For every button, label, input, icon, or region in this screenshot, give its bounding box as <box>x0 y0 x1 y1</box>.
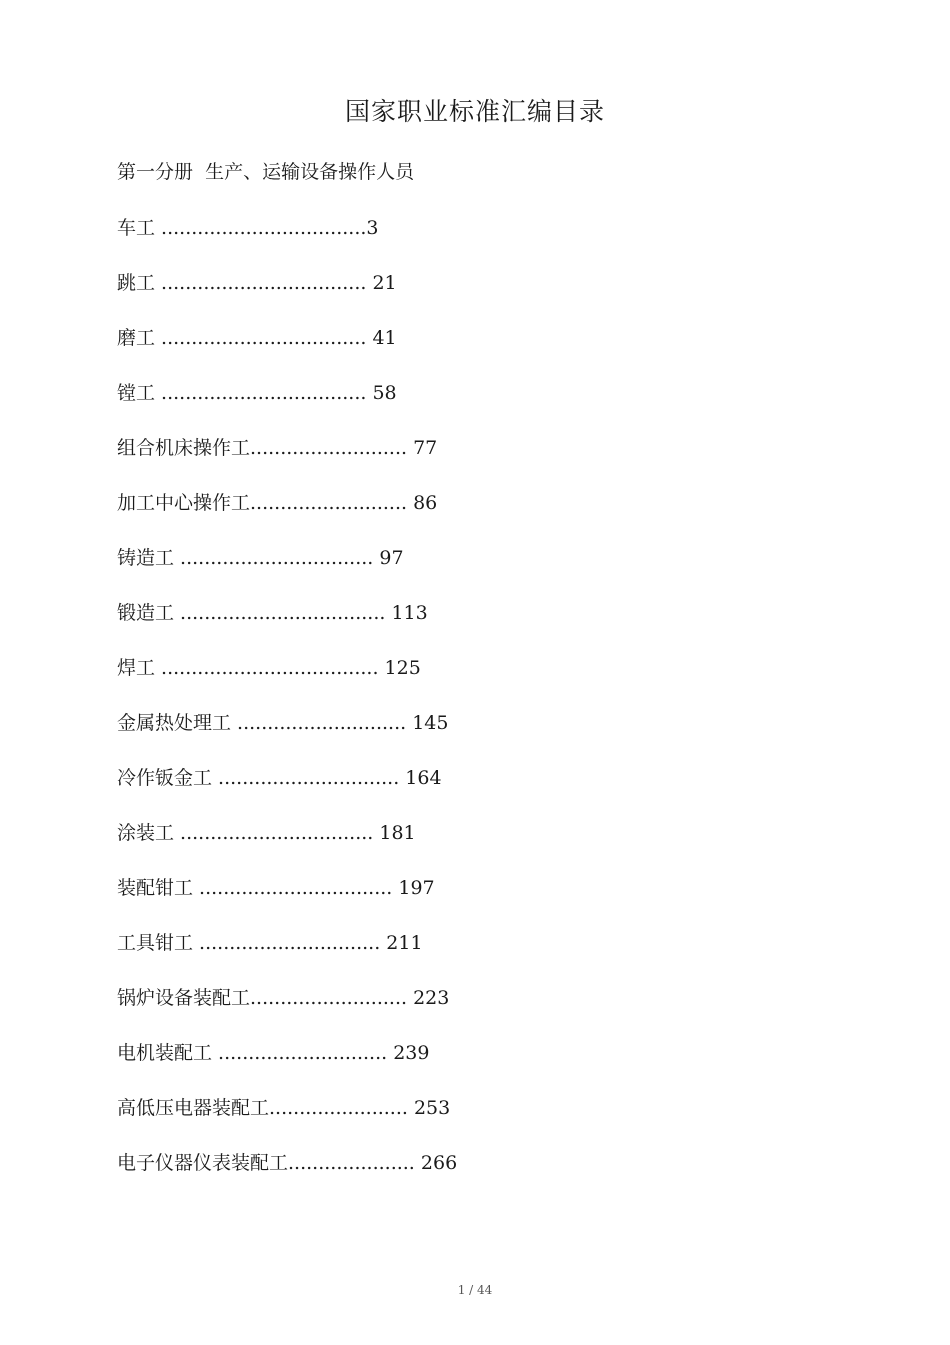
toc-dot-leader: ..................... <box>288 1152 421 1174</box>
toc-entry-name: 焊工 <box>117 657 156 679</box>
toc-dot-leader: ............................ <box>212 1042 394 1064</box>
toc-entry-name: 磨工 <box>117 327 156 349</box>
toc-entry[interactable] <box>117 874 637 929</box>
toc-dot-leader: .................................. <box>174 602 392 624</box>
toc-dot-leader: .......................... <box>250 987 414 1009</box>
toc-dot-leader: .............................. <box>212 767 406 789</box>
toc-page-number: 97 <box>379 547 404 569</box>
toc-entry[interactable] <box>117 709 637 764</box>
toc-dot-leader: .......................... <box>250 492 414 514</box>
toc-page-number: 21 <box>372 272 397 294</box>
toc-entry[interactable] <box>117 489 637 544</box>
toc-entry[interactable] <box>117 819 637 874</box>
toc-entry[interactable] <box>117 764 637 819</box>
toc-page-number: 239 <box>393 1042 430 1064</box>
toc-page-number: 125 <box>384 657 421 679</box>
toc-entry-name: 涂装工 <box>117 822 175 844</box>
toc-entry[interactable] <box>117 269 637 324</box>
toc-entry[interactable] <box>117 434 637 489</box>
toc-entry[interactable] <box>117 929 637 984</box>
toc-page-number: 181 <box>379 822 416 844</box>
toc-dot-leader: ....................... <box>269 1097 414 1119</box>
toc-page-number: 145 <box>412 712 449 734</box>
toc-entry[interactable] <box>117 544 637 599</box>
toc-entry-name: 工具钳工 <box>117 932 194 954</box>
toc-entry[interactable] <box>117 984 637 1039</box>
toc-entry-name: 锅炉设备装配工 <box>117 987 251 1009</box>
toc-entry-name: 电机装配工 <box>117 1042 213 1064</box>
toc-entry-name: 高低压电器装配工 <box>117 1097 270 1119</box>
toc-entry[interactable] <box>117 1094 637 1149</box>
toc-page-number: 113 <box>391 602 428 624</box>
volume-heading: 第一分册 生产、运输设备操作人员 <box>117 161 415 183</box>
toc-dot-leader: ................................ <box>174 822 380 844</box>
toc-dot-leader: .............................. <box>193 932 387 954</box>
toc-dot-leader: .................................. <box>155 327 373 349</box>
toc-entry-name: 锻造工 <box>117 602 175 624</box>
toc-page-number: 253 <box>413 1097 451 1119</box>
toc-entry-name: 组合机床操作工 <box>117 437 251 459</box>
toc-entry[interactable] <box>117 1039 637 1094</box>
toc-page-number: 58 <box>372 382 397 404</box>
toc-entry[interactable] <box>117 1149 637 1204</box>
toc-page-number: 164 <box>405 767 442 789</box>
toc-entry-name: 装配钳工 <box>117 877 194 899</box>
toc-entry-name: 金属热处理工 <box>117 712 232 734</box>
toc-page-number: 3 <box>366 217 379 239</box>
toc-entry-name: 冷作钣金工 <box>117 767 213 789</box>
toc-page-number: 86 <box>413 492 438 514</box>
toc-dot-leader: .......................... <box>250 437 414 459</box>
toc-page-number: 41 <box>372 327 397 349</box>
table-of-contents <box>117 214 637 1204</box>
toc-entry[interactable] <box>117 214 637 269</box>
toc-dot-leader: ................................ <box>193 877 399 899</box>
toc-entry[interactable] <box>117 599 637 654</box>
document-title: 国家职业标准汇编目录 <box>344 97 605 126</box>
toc-page-number: 266 <box>420 1152 458 1174</box>
toc-entry-name: 跳工 <box>117 272 156 294</box>
toc-dot-leader: .................................. <box>155 382 373 404</box>
toc-entry-name: 车工 <box>117 217 156 239</box>
toc-entry-name: 镗工 <box>117 382 156 404</box>
toc-page-number: 223 <box>413 987 450 1009</box>
toc-dot-leader: .................................... <box>155 657 385 679</box>
toc-dot-leader: ................................ <box>174 547 380 569</box>
toc-dot-leader: .................................. <box>155 272 373 294</box>
toc-entry-name: 铸造工 <box>117 547 175 569</box>
toc-page-number: 77 <box>413 437 438 459</box>
toc-page-number: 211 <box>386 932 423 954</box>
toc-entry-name: 加工中心操作工 <box>117 492 251 514</box>
toc-entry[interactable] <box>117 654 637 709</box>
toc-entry[interactable] <box>117 324 637 379</box>
page-indicator: 1 / 44 <box>457 1283 493 1297</box>
toc-page-number: 197 <box>398 877 435 899</box>
toc-dot-leader: .................................. <box>155 217 367 239</box>
toc-entry-name: 电子仪器仪表装配工 <box>117 1152 289 1174</box>
toc-dot-leader: ............................ <box>231 712 413 734</box>
toc-entry[interactable] <box>117 379 637 434</box>
